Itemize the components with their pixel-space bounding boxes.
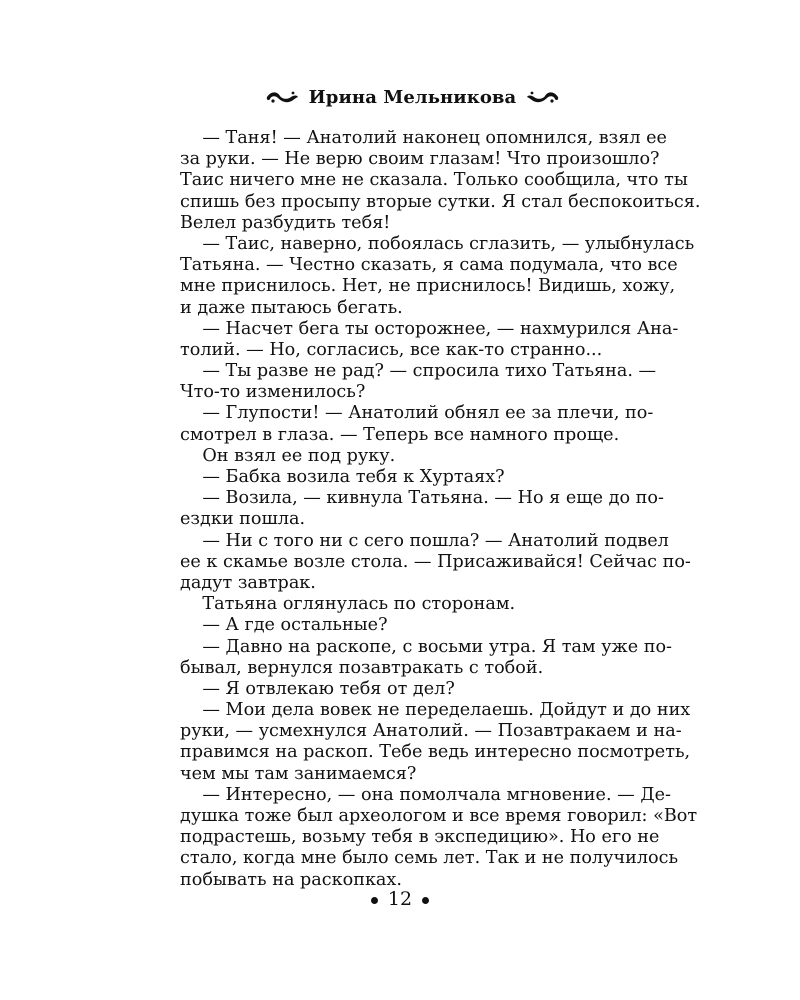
text-line: правимся на раскоп. Тебе ведь интересно посмотреть, [180,742,691,763]
text-line: чем мы там занимаемся? [180,763,417,784]
text-line: — Я отвлекаю тебя от дел? [180,678,455,699]
text-line: — Интересно, — она помолчала мгновение. — Де- [180,784,671,805]
text-line: — Давно на раскопе, с восьми утра. Я там уже по- [180,636,672,657]
body-text [180,128,701,891]
text-line: — Бабка возила тебя к Хуртаях? [180,467,505,487]
text-line: бывал, вернулся позавтракать с тобой. [180,657,544,678]
text-line: подрастешь, возьму тебя в экспедицию». Но его не [180,827,660,848]
text-line: Татьяна оглянулась по сторонам. [180,594,516,615]
text-line: мне приснилось. Нет, не приснилось! Видишь, хожу, [180,276,676,297]
text-line: Он взял ее под руку. [180,445,396,466]
text-line: — Мои дела вовек не переделаешь. Дойдут и до них [180,700,691,721]
text-line: толий. — Но, согласись, все как-то странно... [180,339,603,360]
text-line: за руки. — Не верю своим глазам! Что произошло? [180,149,660,170]
text-line: — Насчет бега ты осторожнее, — нахмурился Ана- [180,318,679,339]
author-name: Ирина Мельникова [308,86,517,108]
text-line: Таис ничего мне не сказала. Только сообщила, что ты [180,170,688,191]
ornament-right-icon [526,89,560,105]
page-folio [0,888,800,910]
text-line: — Таис, наверно, побоялась сглазить, — улыбнулась [180,233,695,254]
text-line: — Ни с того ни с сего пошла? — Анатолий подвел [180,530,669,551]
text-line: ездки пошла. [180,509,306,530]
running-header [180,80,645,114]
text-line: — Таня! — Анатолий наконец опомнился, взял ее [180,128,667,148]
book-page [180,80,701,891]
text-line: — Ты разве не рад? — спросила тихо Татьяна. — [180,361,657,382]
text-line: руки, — усмехнулся Анатолий. — Позавтракаем и на- [180,721,682,742]
text-line: — А где остальные? [180,615,388,636]
text-line: душка тоже был археологом и все время говорил: «Вот [180,806,698,826]
text-line: смотрел в глаза. — Теперь все намного проще. [180,424,620,445]
text-line: и даже пытаюсь бегать. [180,297,403,318]
text-line: Велел разбудить тебя! [180,212,391,233]
text-line: — Глупости! — Анатолий обнял ее за плечи, по- [180,403,654,424]
text-line: дадут завтрак. [180,572,316,593]
bullet-right-icon [422,897,429,904]
page-number: 12 [387,888,413,910]
bullet-left-icon [371,897,378,904]
text-line: спишь без просыпу вторые сутки. Я стал беспокоиться. [180,191,701,212]
text-line: — Возила, — кивнула Татьяна. — Но я еще до по- [180,488,664,509]
text-line: Что-то изменилось? [180,382,366,403]
text-line: Татьяна. — Честно сказать, я сама подумала, что все [180,255,678,276]
text-line: ее к скамье возле стола. — Присаживайся! Сейчас по- [180,551,691,572]
text-line: побывать на раскопках. [180,869,402,890]
text-line: стало, когда мне было семь лет. Так и не получилось [180,848,679,869]
ornament-left-icon [265,89,299,105]
